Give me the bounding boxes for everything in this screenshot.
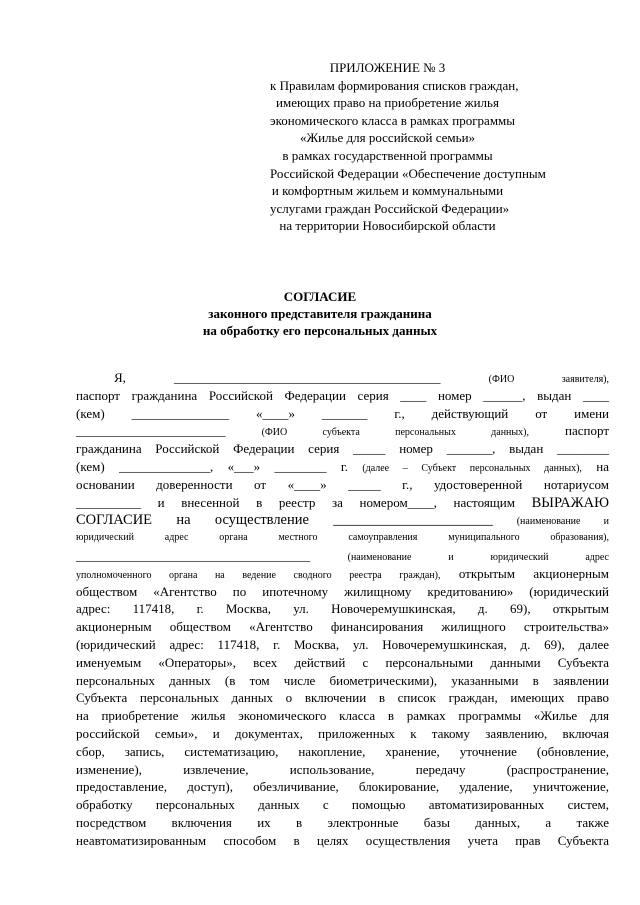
body-line: посредством включения их в электронные базы данных, а также bbox=[76, 814, 609, 830]
appendix-line: услугами граждан Российской Федерации» bbox=[270, 200, 510, 216]
appendix-line: в рамках государственной программы bbox=[282, 147, 493, 163]
appendix-line: и комфортным жильем и коммунальными bbox=[271, 183, 504, 199]
body-line: (кем) _______________ «____» _______ г., действующий от имени bbox=[76, 405, 609, 421]
body-line: персональных данных (в том числе биометрическими), указанными в заявлении bbox=[76, 672, 609, 688]
body-line: гражданина Российской Федерации серия _____ номер _______, выдан ________ bbox=[76, 441, 609, 457]
body-line: предоставление, доступ), обезличивание, блокирование, удаление, уничтожение, bbox=[76, 779, 609, 795]
body-line: российской семьи», и документах, приложенных к такому заявлению, включая bbox=[76, 725, 609, 741]
appendix-line: Российской Федерации «Обеспечение доступным bbox=[270, 165, 546, 181]
body-line: уполномоченного органа на ведение сводного реестра граждан), открытым акционерным bbox=[76, 565, 609, 581]
body-line: __________ и внесенной в реестр за номером____, настоящим ВЫРАЖАЮ bbox=[76, 494, 610, 511]
body-line: (кем) ______________, «___» ________ г. (далее – Субъект персональных данных), на bbox=[76, 458, 609, 474]
body-line: на приобретение жилья экономического класса в рамках программы «Жилье для bbox=[76, 708, 609, 724]
body-line: Субъекта персональных данных о включении в список граждан, имеющих право bbox=[76, 690, 609, 706]
body-line: обработку персональных данных с помощью автоматизированных систем, bbox=[76, 797, 609, 813]
body-line: юридический адрес органа местного самоуправления муниципального образования), bbox=[76, 532, 609, 544]
title-line-3: на обработку его персональных данных bbox=[202, 323, 438, 338]
body-line: адрес: 117418, г. Москва, ул. Новочеремушкинская, д. 69), открытым bbox=[76, 601, 609, 617]
title-line-1: СОГЛАСИЕ bbox=[283, 289, 357, 304]
body-line: акционерным обществом «Агентство финансирования жилищного строительства» bbox=[76, 619, 609, 635]
body-line: неавтоматизированным способом в целях осуществления учета прав Субъекта bbox=[76, 832, 609, 848]
body-line: Я, _________________________________________ (ФИО заявителя), bbox=[114, 370, 610, 385]
document-title bbox=[0, 288, 640, 339]
body-line: обществом «Агентство по ипотечному жилищному кредитованию» (юридический bbox=[76, 583, 609, 599]
body-line: ____________________________________ (наименование и юридический адрес bbox=[76, 547, 609, 563]
consent-body bbox=[76, 369, 609, 850]
appendix-line: имеющих право на приобретение жилья bbox=[276, 95, 499, 111]
body-line: СОГЛАСИЕ на осуществление ______________________ (наименование и bbox=[76, 512, 609, 529]
appendix-line: ПРИЛОЖЕНИЕ № 3 bbox=[329, 60, 446, 75]
body-line: изменение), извлечение, использование, передачу (распространение, bbox=[76, 761, 609, 777]
appendix-line: экономического класса в рамках программы bbox=[270, 112, 516, 128]
body-line: сбор, запись, систематизацию, накопление, хранение, уточнение (обновление, bbox=[76, 743, 609, 759]
appendix-line: на территории Новосибирской области bbox=[279, 218, 496, 234]
body-line: (юридический адрес: 117418, г. Москва, ул. Новочеремушкинская, д. 69), далее bbox=[76, 636, 609, 652]
title-line-2: законного представителя гражданина bbox=[208, 306, 432, 321]
appendix-line: «Жилье для российской семьи» bbox=[299, 130, 476, 146]
body-line: именуемым «Операторы», всех действий с персональными данными Субъекта bbox=[76, 654, 609, 670]
appendix-header bbox=[270, 59, 546, 235]
body-line: _______________________ (ФИО субъекта персональных данных), паспорт bbox=[76, 423, 609, 439]
appendix-line: к Правилам формирования списков граждан, bbox=[270, 77, 519, 93]
body-line: основании доверенности от «____» _____ г., удостоверенной нотариусом bbox=[76, 476, 609, 492]
body-line: паспорт гражданина Российской Федерации серия ____ номер ______, выдан ____ bbox=[76, 387, 609, 403]
